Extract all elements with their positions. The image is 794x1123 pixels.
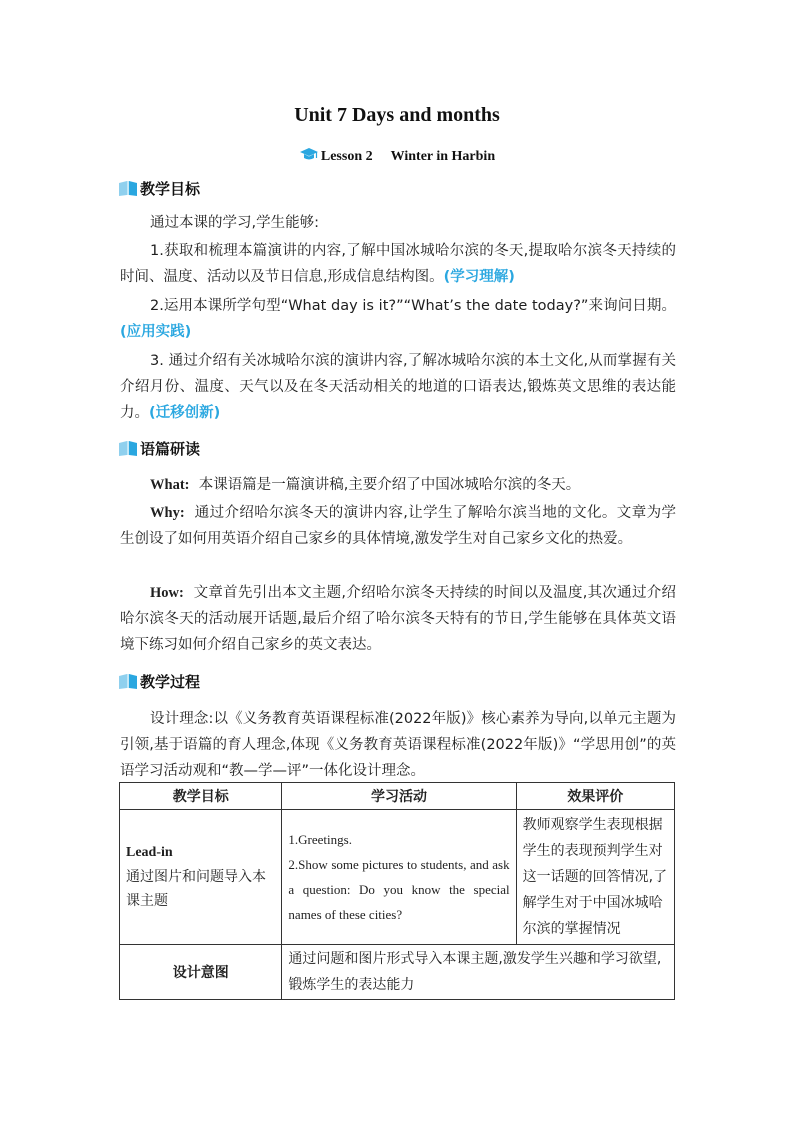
- header-evaluation: 效果评价: [516, 783, 674, 810]
- activity-2: 2.Show some pictures to students, and ask a question: Do you know the special names of these cities?: [288, 857, 510, 922]
- header-goals: 教学目标: [120, 783, 282, 810]
- lead-in-label: Lead-in: [126, 845, 173, 860]
- lesson-subtitle: [0, 147, 794, 168]
- goal-text: 通过图片和问题导入本课主题: [126, 869, 266, 909]
- goal-item-2: 2.运用本课所学句型“What day is it?”“What’s the date today?”来询问日期。(应用实践): [120, 298, 676, 340]
- reading-how: How: 文章首先引出本文主题,介绍哈尔滨冬天持续的时间以及温度,其次通过介绍哈尔滨冬天的活动展开话题,最后介绍了哈尔滨冬天特有的节日,学生能够在具体英文语境下练习如何介绍自己家乡的英文表达。: [120, 585, 677, 653]
- table-header-row: [120, 783, 675, 810]
- goal-item-1: 1.获取和梳理本篇演讲的内容,了解中国冰城哈尔滨的冬天,提取哈尔滨冬天持续的时间、温度、活动以及节日信息,形成信息结构图。(学习理解): [120, 243, 676, 285]
- book-icon: [118, 179, 138, 201]
- goal-tag-2: (应用实践): [120, 324, 192, 340]
- book-icon: [118, 672, 138, 694]
- goal-item-3: 3. 通过介绍有关冰城哈尔滨的演讲内容,了解冰城哈尔滨的本土文化,从而掌握有关介绍月份、温度、天气以及在冬天活动相关的地道的口语表达,锻炼英文思维的表达能力。(迁移创新): [120, 353, 676, 421]
- goal-cell: [120, 810, 282, 945]
- reading-why: Why: 通过介绍哈尔滨冬天的演讲内容,让学生了解哈尔滨当地的文化。文章为学生创设了如何用英语介绍自己家乡的具体情境,激发学生对自己家乡文化的热爱。: [120, 505, 676, 547]
- book-icon: [118, 439, 138, 461]
- graduation-cap-icon: [299, 147, 319, 168]
- lesson-number: Lesson 2: [320, 149, 373, 164]
- design-concept: 设计理念:以《义务教育英语课程标准(2022年版)》核心素养为导向,以单元主题为引领,基于语篇的育人理念,体现《义务教育英语课程标准(2022年版)》“学思用创”的英语学习活动观和“教—学—评”一体化设计理念。: [120, 711, 676, 779]
- header-activities: 学习活动: [282, 783, 516, 810]
- lesson-topic: Winter in Harbin: [390, 149, 496, 164]
- lesson-plan-table: [119, 782, 675, 1000]
- goal-tag-3: (迁移创新): [149, 405, 221, 421]
- table-row: [120, 945, 675, 1000]
- section-heading-process: 教学过程: [118, 671, 200, 694]
- section-heading-goals: 教学目标: [118, 178, 200, 201]
- goals-intro: 通过本课的学习,学生能够:: [150, 215, 319, 231]
- design-intent-text: 通过问题和图片形式导入本课主题,激发学生兴趣和学习欲望,锻炼学生的表达能力: [282, 945, 675, 1000]
- activity-cell: [282, 810, 516, 945]
- goal-tag-1: (学习理解): [443, 269, 515, 285]
- design-intent-label: 设计意图: [120, 945, 282, 1000]
- activity-1: 1.Greetings.: [288, 832, 352, 847]
- reading-what: What: 本课语篇是一篇演讲稿,主要介绍了中国冰城哈尔滨的冬天。: [150, 477, 581, 493]
- evaluation-cell: 教师观察学生表现根据学生的表现预判学生对这一话题的回答情况,了解学生对于中国冰城哈尔滨的掌握情况: [516, 810, 674, 945]
- section-heading-reading: 语篇研读: [118, 438, 200, 461]
- table-row: [120, 810, 675, 945]
- page-title: Unit 7 Days and months: [294, 104, 500, 126]
